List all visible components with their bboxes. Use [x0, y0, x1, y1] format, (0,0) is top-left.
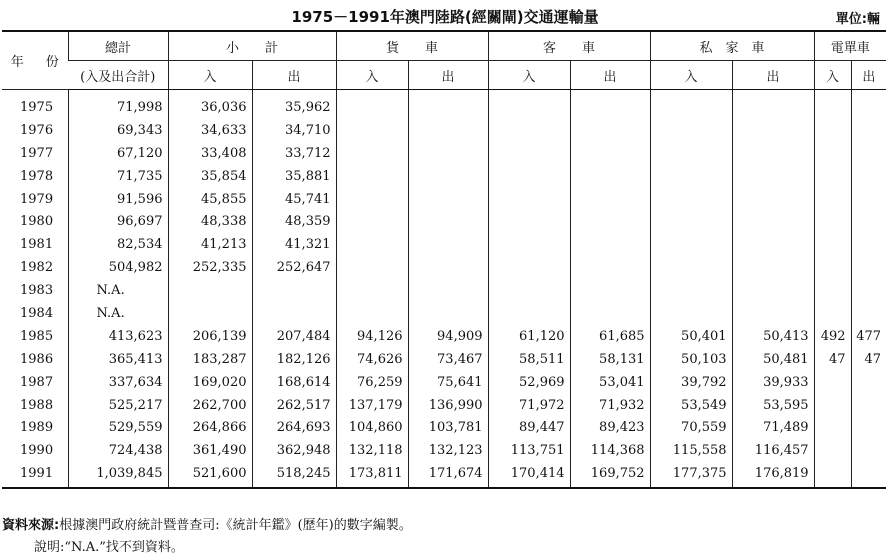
cell-moto-out: 477 [851, 325, 886, 348]
cell-sub-out [252, 279, 336, 302]
cell-year: 1983 [20, 283, 54, 299]
cell-cargo-out [408, 256, 488, 279]
cell-cargo-in [336, 256, 408, 279]
table-row [2, 462, 886, 488]
cell-priv-in [650, 142, 732, 165]
cell-sub-in: 206,139 [168, 325, 252, 348]
cell-priv-in: 115,558 [650, 439, 732, 462]
cell-moto-in: 47 [814, 348, 851, 371]
cell-bus-out [570, 302, 650, 325]
cell-sub-out [252, 302, 336, 325]
cell-bus-in [488, 165, 570, 188]
cell-sub-out: 41,321 [252, 233, 336, 256]
cell-moto-out [851, 394, 886, 417]
cell-sub-in: 34,633 [168, 119, 252, 142]
cell-bus-out [570, 188, 650, 211]
cell-bus-out: 114,368 [570, 439, 650, 462]
cell-bus-in [488, 302, 570, 325]
out-header: 出 [570, 61, 650, 90]
cell-cargo-out [408, 119, 488, 142]
cell-moto-in [814, 279, 851, 302]
cell-year: 1984 [20, 305, 54, 321]
cell-moto-in [814, 165, 851, 188]
out-header: 出 [851, 61, 886, 90]
cell-cargo-in: 94,126 [336, 325, 408, 348]
source-text: 根據澳門政府統計暨普查司:《統計年鑑》(歷年)的數字編製。 [59, 518, 412, 533]
cell-sub-in [168, 302, 252, 325]
cell-cargo-out [408, 188, 488, 211]
out-header: 出 [732, 61, 814, 90]
cell-priv-out: 50,413 [732, 325, 814, 348]
cell-moto-in [814, 256, 851, 279]
cell-year: 1989 [20, 420, 54, 436]
cell-moto-out [851, 90, 886, 119]
cell-moto-out [851, 371, 886, 394]
table-row [2, 165, 886, 188]
cell-sub-in: 48,338 [168, 210, 252, 233]
cell-priv-out [732, 90, 814, 119]
note-text: “N.A.”找不到資料。 [64, 540, 184, 555]
source-label: 資料來源: [2, 518, 60, 533]
cell-sub-out: 182,126 [252, 348, 336, 371]
cell-total: 71,998 [68, 90, 168, 119]
cell-priv-in [650, 279, 732, 302]
table-row [2, 119, 886, 142]
cell-bus-out: 169,752 [570, 462, 650, 488]
cell-year: 1991 [2, 462, 68, 488]
cell-priv-in: 50,103 [650, 348, 732, 371]
table-row [2, 394, 886, 417]
cell-moto-in [814, 302, 851, 325]
cell-bus-in: 61,120 [488, 325, 570, 348]
cell-sub-out: 252,647 [252, 256, 336, 279]
table-row [2, 302, 886, 325]
cell-sub-out: 45,741 [252, 188, 336, 211]
cell-cargo-in: 137,179 [336, 394, 408, 417]
table-row [2, 325, 886, 348]
cell-moto-out [851, 462, 886, 488]
cell-cargo-out [408, 142, 488, 165]
cell-cargo-in [336, 188, 408, 211]
cell-cargo-out: 136,990 [408, 394, 488, 417]
cell-priv-out [732, 210, 814, 233]
cell-bus-in [488, 233, 570, 256]
traffic-table [2, 30, 886, 489]
cell-priv-in [650, 256, 732, 279]
header-row-groups [2, 31, 886, 61]
cell-sub-in: 264,866 [168, 416, 252, 439]
note-label: 說明: [34, 540, 65, 555]
cell-total: 413,623 [68, 325, 168, 348]
cell-moto-out [851, 142, 886, 165]
cell-cargo-in: 132,118 [336, 439, 408, 462]
cell-priv-out [732, 165, 814, 188]
cell-bus-in: 52,969 [488, 371, 570, 394]
cell-priv-out [732, 256, 814, 279]
cell-cargo-in: 76,259 [336, 371, 408, 394]
motorcycle-header: 電單車 [814, 31, 886, 61]
cell-total: 67,120 [68, 142, 168, 165]
cell-moto-out [851, 165, 886, 188]
cell-total: 1,039,845 [68, 462, 168, 488]
cell-moto-in [814, 119, 851, 142]
cell-priv-in: 53,549 [650, 394, 732, 417]
cell-sub-in: 183,287 [168, 348, 252, 371]
cell-sub-in: 35,854 [168, 165, 252, 188]
cell-sub-out: 33,712 [252, 142, 336, 165]
cell-year: 1981 [20, 237, 54, 253]
cell-total: 91,596 [68, 188, 168, 211]
cell-bus-in: 58,511 [488, 348, 570, 371]
cell-cargo-out [408, 90, 488, 119]
unit-label: 單位:輛 [835, 12, 880, 27]
cell-cargo-out: 75,641 [408, 371, 488, 394]
cell-moto-in [814, 371, 851, 394]
cell-total: 69,343 [68, 119, 168, 142]
table-row [2, 348, 886, 371]
cell-sub-in: 361,490 [168, 439, 252, 462]
in-header: 入 [168, 61, 252, 90]
cell-sub-in: 45,855 [168, 188, 252, 211]
cell-sub-in: 33,408 [168, 142, 252, 165]
table-row [2, 279, 886, 302]
cell-moto-in: 492 [814, 325, 851, 348]
cell-bus-in: 71,972 [488, 394, 570, 417]
cell-bus-in: 113,751 [488, 439, 570, 462]
cell-bus-in [488, 142, 570, 165]
cell-total: 724,438 [68, 439, 168, 462]
cell-bus-out [570, 210, 650, 233]
private-car-header: 私 家 車 [650, 31, 814, 61]
cell-cargo-in [336, 119, 408, 142]
cell-bus-out: 89,423 [570, 416, 650, 439]
table-row [2, 439, 886, 462]
source-note [2, 514, 412, 533]
in-header: 入 [814, 61, 851, 90]
cell-bus-in [488, 279, 570, 302]
cell-total: 82,534 [68, 233, 168, 256]
table-row [2, 371, 886, 394]
cell-bus-out [570, 233, 650, 256]
cell-moto-in [814, 233, 851, 256]
cell-moto-in [814, 210, 851, 233]
cell-cargo-out [408, 210, 488, 233]
cell-cargo-in [336, 279, 408, 302]
cell-year: 1982 [20, 260, 54, 276]
cell-sub-out: 35,881 [252, 165, 336, 188]
cell-cargo-out: 103,781 [408, 416, 488, 439]
cell-priv-out: 39,933 [732, 371, 814, 394]
cell-priv-out [732, 188, 814, 211]
cell-cargo-in: 173,811 [336, 462, 408, 488]
cell-year: 1988 [20, 397, 54, 413]
cell-moto-in [814, 462, 851, 488]
cell-cargo-in: 74,626 [336, 348, 408, 371]
cell-sub-in [168, 279, 252, 302]
cell-year: 1977 [20, 145, 54, 161]
table-row [2, 416, 886, 439]
cell-bus-in [488, 210, 570, 233]
cell-total: 71,735 [68, 165, 168, 188]
cell-moto-out [851, 439, 886, 462]
table-row [2, 256, 886, 279]
cell-cargo-out [408, 165, 488, 188]
cell-sub-in: 521,600 [168, 462, 252, 488]
cell-total: 525,217 [68, 394, 168, 417]
cell-total: N.A. [68, 302, 168, 325]
cell-year: 1976 [20, 122, 54, 138]
explanation-note [34, 536, 184, 555]
cell-bus-out: 53,041 [570, 371, 650, 394]
cell-bus-out [570, 119, 650, 142]
cell-moto-in [814, 142, 851, 165]
cell-sub-in: 41,213 [168, 233, 252, 256]
cell-cargo-in [336, 90, 408, 119]
cell-sub-out: 518,245 [252, 462, 336, 488]
cell-priv-out [732, 142, 814, 165]
cell-sub-in: 252,335 [168, 256, 252, 279]
cell-priv-in: 39,792 [650, 371, 732, 394]
cell-total: 337,634 [68, 371, 168, 394]
table-title: 1975－1991年澳門陸路(經關閘)交通運輸量 [291, 8, 599, 26]
cell-bus-in [488, 188, 570, 211]
total-header: 總計 [68, 31, 168, 61]
cell-sub-in: 169,020 [168, 371, 252, 394]
cell-priv-in [650, 188, 732, 211]
year-header [2, 31, 68, 90]
cell-moto-in [814, 394, 851, 417]
cell-bus-out [570, 90, 650, 119]
cell-priv-out: 176,819 [732, 462, 814, 488]
cell-year: 1979 [20, 191, 54, 207]
table-row [2, 233, 886, 256]
cell-year: 1990 [20, 443, 54, 459]
cell-moto-in [814, 188, 851, 211]
cell-sub-out: 35,962 [252, 90, 336, 119]
cell-priv-out: 71,489 [732, 416, 814, 439]
cell-bus-out [570, 165, 650, 188]
cell-bus-in [488, 119, 570, 142]
cell-bus-out: 58,131 [570, 348, 650, 371]
cell-priv-out [732, 279, 814, 302]
cell-priv-in [650, 210, 732, 233]
cell-total: 365,413 [68, 348, 168, 371]
cell-moto-out [851, 210, 886, 233]
year-header-char2: 份 [45, 55, 59, 70]
cell-total: 504,982 [68, 256, 168, 279]
total-subheader: (入及出合計) [68, 61, 168, 90]
cell-moto-in [814, 90, 851, 119]
cell-moto-out: 47 [851, 348, 886, 371]
cell-total: 96,697 [68, 210, 168, 233]
cell-priv-out: 116,457 [732, 439, 814, 462]
cell-moto-out [851, 302, 886, 325]
cell-priv-in [650, 165, 732, 188]
table-row [2, 188, 886, 211]
subtotal-header: 小 計 [168, 31, 336, 61]
cell-cargo-out: 73,467 [408, 348, 488, 371]
cell-bus-in [488, 90, 570, 119]
cell-cargo-out: 132,123 [408, 439, 488, 462]
out-header: 出 [252, 61, 336, 90]
table-row [2, 142, 886, 165]
year-header-char1: 年 [10, 55, 24, 70]
cell-cargo-out: 171,674 [408, 462, 488, 488]
out-header: 出 [408, 61, 488, 90]
table-row [2, 90, 886, 119]
cell-year: 1978 [20, 168, 54, 184]
cell-priv-in [650, 302, 732, 325]
cell-priv-out: 50,481 [732, 348, 814, 371]
cell-cargo-in [336, 302, 408, 325]
cell-moto-out [851, 188, 886, 211]
cell-moto-out [851, 279, 886, 302]
cell-cargo-in [336, 210, 408, 233]
header-row-direction [2, 61, 886, 90]
bus-header: 客 車 [488, 31, 650, 61]
cell-cargo-out [408, 302, 488, 325]
cell-bus-out [570, 279, 650, 302]
cell-priv-out: 53,595 [732, 394, 814, 417]
cell-cargo-in [336, 233, 408, 256]
cell-priv-in: 50,401 [650, 325, 732, 348]
cargo-header: 貨 車 [336, 31, 488, 61]
cell-year: 1987 [20, 374, 54, 390]
cell-priv-out [732, 302, 814, 325]
cell-total: 529,559 [68, 416, 168, 439]
cell-bus-in [488, 256, 570, 279]
cell-priv-in [650, 90, 732, 119]
cell-sub-out: 207,484 [252, 325, 336, 348]
cell-year: 1986 [20, 351, 54, 367]
cell-cargo-out [408, 279, 488, 302]
cell-moto-in [814, 416, 851, 439]
cell-sub-out: 362,948 [252, 439, 336, 462]
cell-moto-in [814, 439, 851, 462]
cell-priv-out [732, 119, 814, 142]
cell-moto-out [851, 416, 886, 439]
cell-bus-in: 170,414 [488, 462, 570, 488]
cell-moto-out [851, 233, 886, 256]
cell-sub-in: 36,036 [168, 90, 252, 119]
cell-priv-in: 177,375 [650, 462, 732, 488]
cell-priv-in [650, 233, 732, 256]
table-body [2, 90, 886, 489]
cell-sub-out: 168,614 [252, 371, 336, 394]
cell-sub-out: 34,710 [252, 119, 336, 142]
cell-bus-out [570, 256, 650, 279]
cell-cargo-in [336, 142, 408, 165]
in-header: 入 [488, 61, 570, 90]
cell-moto-out [851, 256, 886, 279]
cell-bus-in: 89,447 [488, 416, 570, 439]
cell-priv-out [732, 233, 814, 256]
in-header: 入 [650, 61, 732, 90]
cell-cargo-out: 94,909 [408, 325, 488, 348]
cell-bus-out: 61,685 [570, 325, 650, 348]
cell-cargo-out [408, 233, 488, 256]
cell-sub-out: 262,517 [252, 394, 336, 417]
cell-year: 1985 [20, 328, 54, 344]
cell-sub-in: 262,700 [168, 394, 252, 417]
table-row [2, 210, 886, 233]
cell-sub-out: 264,693 [252, 416, 336, 439]
cell-cargo-in [336, 165, 408, 188]
cell-sub-out: 48,359 [252, 210, 336, 233]
in-header: 入 [336, 61, 408, 90]
cell-cargo-in: 104,860 [336, 416, 408, 439]
cell-total: N.A. [68, 279, 168, 302]
cell-bus-out [570, 142, 650, 165]
cell-bus-out: 71,932 [570, 394, 650, 417]
cell-priv-in: 70,559 [650, 416, 732, 439]
cell-priv-in [650, 119, 732, 142]
cell-moto-out [851, 119, 886, 142]
cell-year: 1975 [20, 99, 54, 115]
cell-year: 1980 [20, 214, 54, 230]
